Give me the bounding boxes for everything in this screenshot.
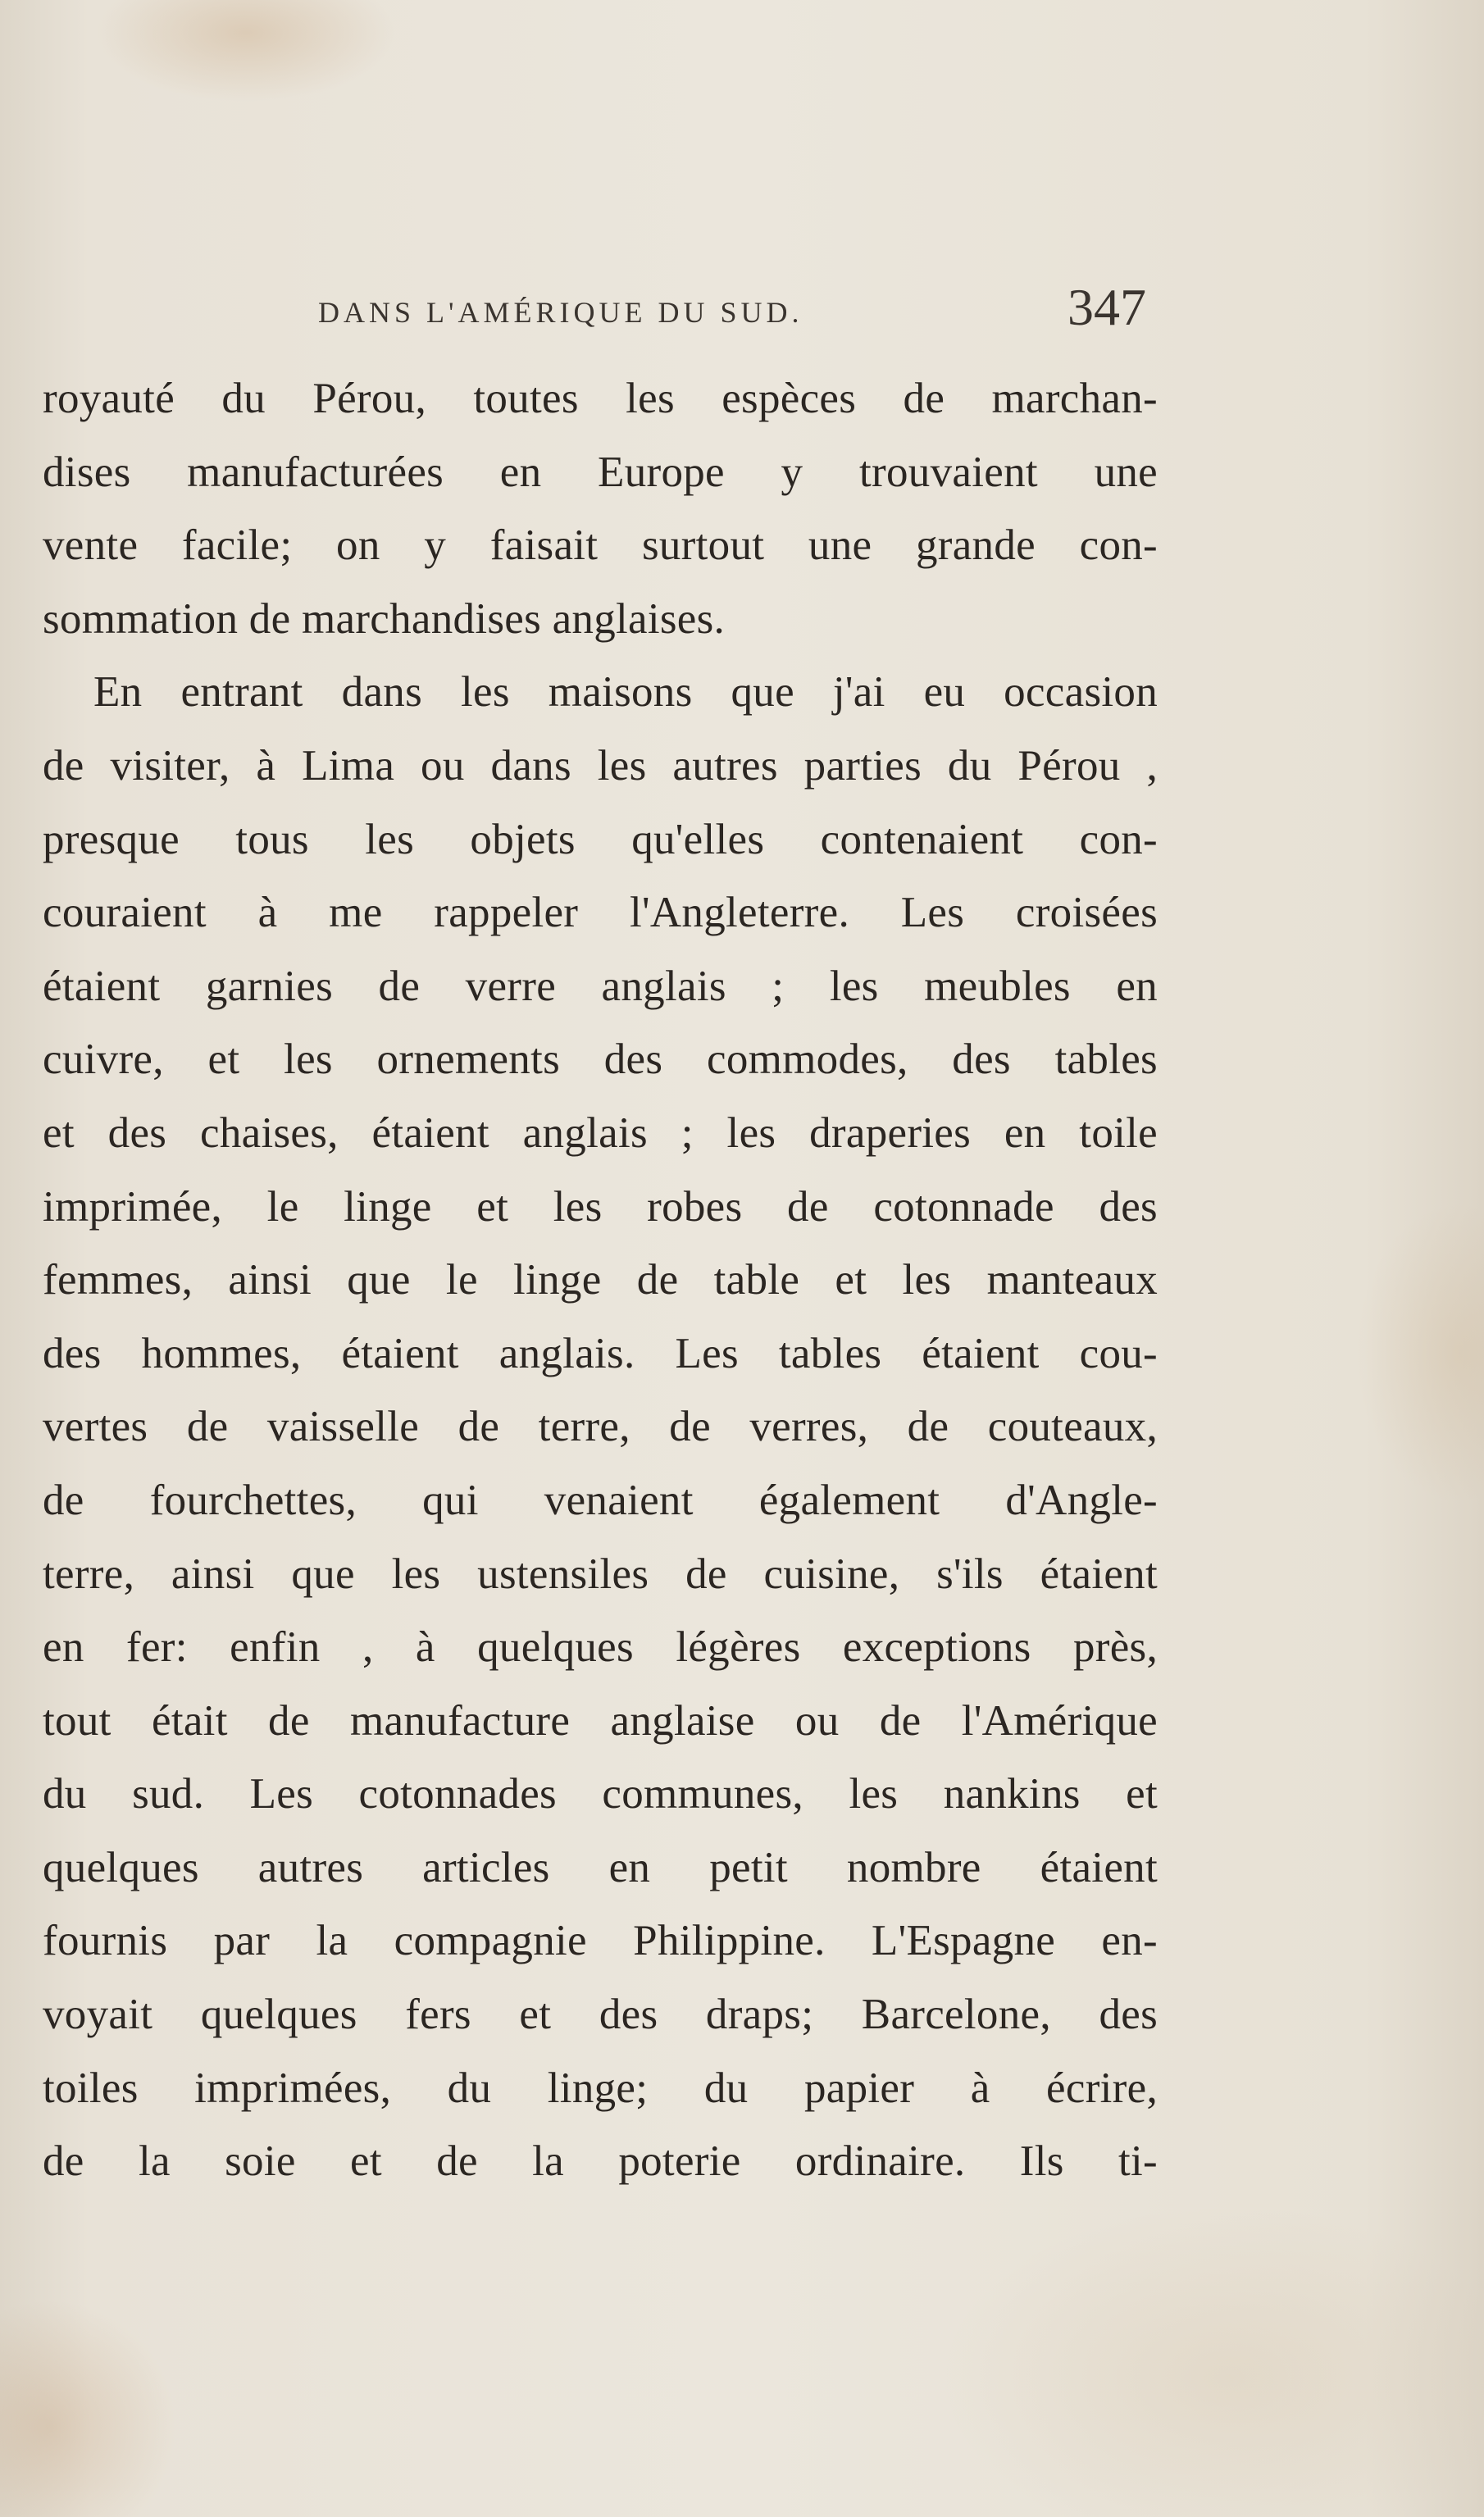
- text-line: presque tous les objets qu'elles contenaient con-: [43, 815, 1158, 863]
- text-line: vente facile; on y faisait surtout une grande con-: [43, 521, 1158, 570]
- body-text: [43, 362, 1158, 2199]
- paragraph-first-line: En entrant dans les maisons que j'ai eu occasion: [93, 668, 1158, 717]
- text-line: de la soie et de la poterie ordinaire. Ils ti-: [43, 2137, 1158, 2186]
- text-line: cuivre, et les ornements des commodes, des tables: [43, 1035, 1158, 1084]
- text-line: en fer: enfin , à quelques légères exceptions près,: [43, 1623, 1158, 1672]
- text-line: de visiter, à Lima ou dans les autres parties du Pérou ,: [43, 741, 1158, 790]
- text-line: sommation de marchandises anglaises.: [43, 594, 726, 643]
- text-line: couraient à me rappeler l'Angleterre. Les croisées: [43, 889, 1158, 937]
- text-line: tout était de manufacture anglaise ou de l'Amérique: [43, 1696, 1158, 1745]
- text-line: imprimée, le linge et les robes de cotonnade des: [43, 1182, 1158, 1231]
- text-line: et des chaises, étaient anglais ; les draperies en toile: [43, 1108, 1158, 1157]
- text-line: dises manufacturées en Europe y trouvaient une: [43, 448, 1158, 496]
- text-line: étaient garnies de verre anglais ; les meubles en: [43, 962, 1158, 1010]
- text-line: fournis par la compagnie Philippine. L'Espagne en-: [43, 1917, 1158, 1965]
- text-line: terre, ainsi que les ustensiles de cuisine, s'ils étaient: [43, 1550, 1158, 1598]
- running-head: DANS L'AMÉRIQUE DU SUD.: [318, 296, 803, 329]
- text-line: femmes, ainsi que le linge de table et les manteaux: [43, 1256, 1158, 1304]
- text-line: toiles imprimées, du linge; du papier à écrire,: [43, 2064, 1158, 2112]
- text-line: de fourchettes, qui venaient également d'Angle-: [43, 1476, 1158, 1524]
- page-number: 347: [1067, 278, 1146, 336]
- text-line: vertes de vaisselle de terre, de verres, de couteaux,: [43, 1403, 1158, 1451]
- text-line: du sud. Les cotonnades communes, les nankins et: [43, 1770, 1158, 1818]
- text-line: quelques autres articles en petit nombre étaient: [43, 1843, 1158, 1891]
- page-header: [0, 277, 1484, 351]
- text-line: voyait quelques fers et des draps; Barcelone, des: [43, 1991, 1158, 2039]
- text-line: royauté du Pérou, toutes les espèces de marchan-: [43, 375, 1158, 422]
- text-line: des hommes, étaient anglais. Les tables étaient cou-: [43, 1329, 1158, 1377]
